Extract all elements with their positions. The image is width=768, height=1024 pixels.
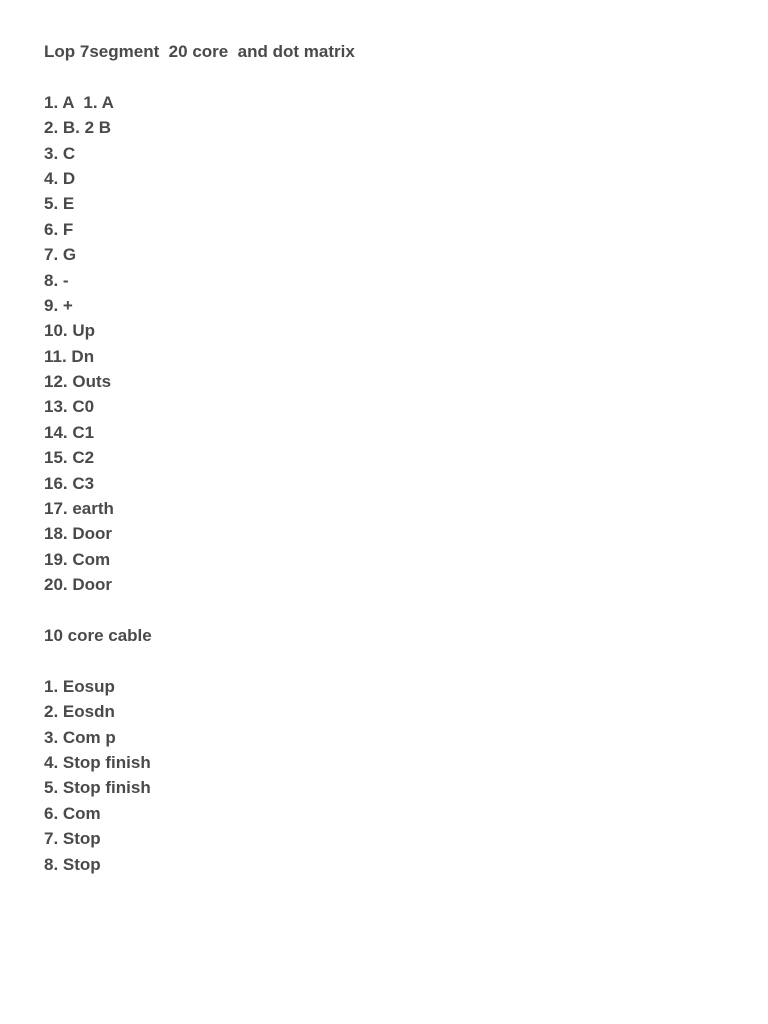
blank-line <box>44 598 744 623</box>
wire-list-20-core <box>44 90 744 598</box>
list-item: 6. Com <box>44 803 101 823</box>
list-item: 1. A 1. A <box>44 92 114 112</box>
list-item: 17. earth <box>44 499 114 519</box>
list-item: 12. Outs <box>44 372 112 392</box>
list-item: 13. C0 <box>44 397 95 417</box>
list-item: 7. G <box>44 245 77 265</box>
list-item: 20. Door <box>44 575 113 595</box>
list-item: 9. + <box>44 295 73 315</box>
list-item: 4. Stop finish <box>44 752 151 772</box>
blank-line <box>44 64 744 89</box>
list-item: 11. Dn <box>44 346 95 366</box>
list-item: 19. Com <box>44 549 111 569</box>
list-item: 14. C1 <box>44 422 95 442</box>
list-item: 3. C <box>44 143 76 163</box>
note-title: Lop 7segment 20 core and dot matrix <box>44 42 355 61</box>
list-item: 5. Stop finish <box>44 778 151 798</box>
section-heading: 10 core cable <box>44 625 152 645</box>
list-item: 2. Eosdn <box>44 702 115 722</box>
list-item: 10. Up <box>44 321 96 341</box>
list-item: 15. C2 <box>44 448 95 468</box>
blank-line <box>44 648 744 673</box>
list-item: 2. B. 2 B <box>44 118 112 138</box>
list-item: 3. Com p <box>44 727 116 747</box>
note-body[interactable] <box>44 39 744 877</box>
list-item: 18. Door <box>44 524 113 544</box>
list-item: 16. C3 <box>44 473 95 493</box>
list-item: 8. - <box>44 270 69 290</box>
list-item: 8. Stop <box>44 854 101 874</box>
list-item: 1. Eosup <box>44 676 115 696</box>
list-item: 5. E <box>44 194 75 214</box>
wire-list-10-core <box>44 674 744 877</box>
list-item: 4. D <box>44 168 76 188</box>
list-item: 6. F <box>44 219 74 239</box>
list-item: 7. Stop <box>44 829 101 849</box>
